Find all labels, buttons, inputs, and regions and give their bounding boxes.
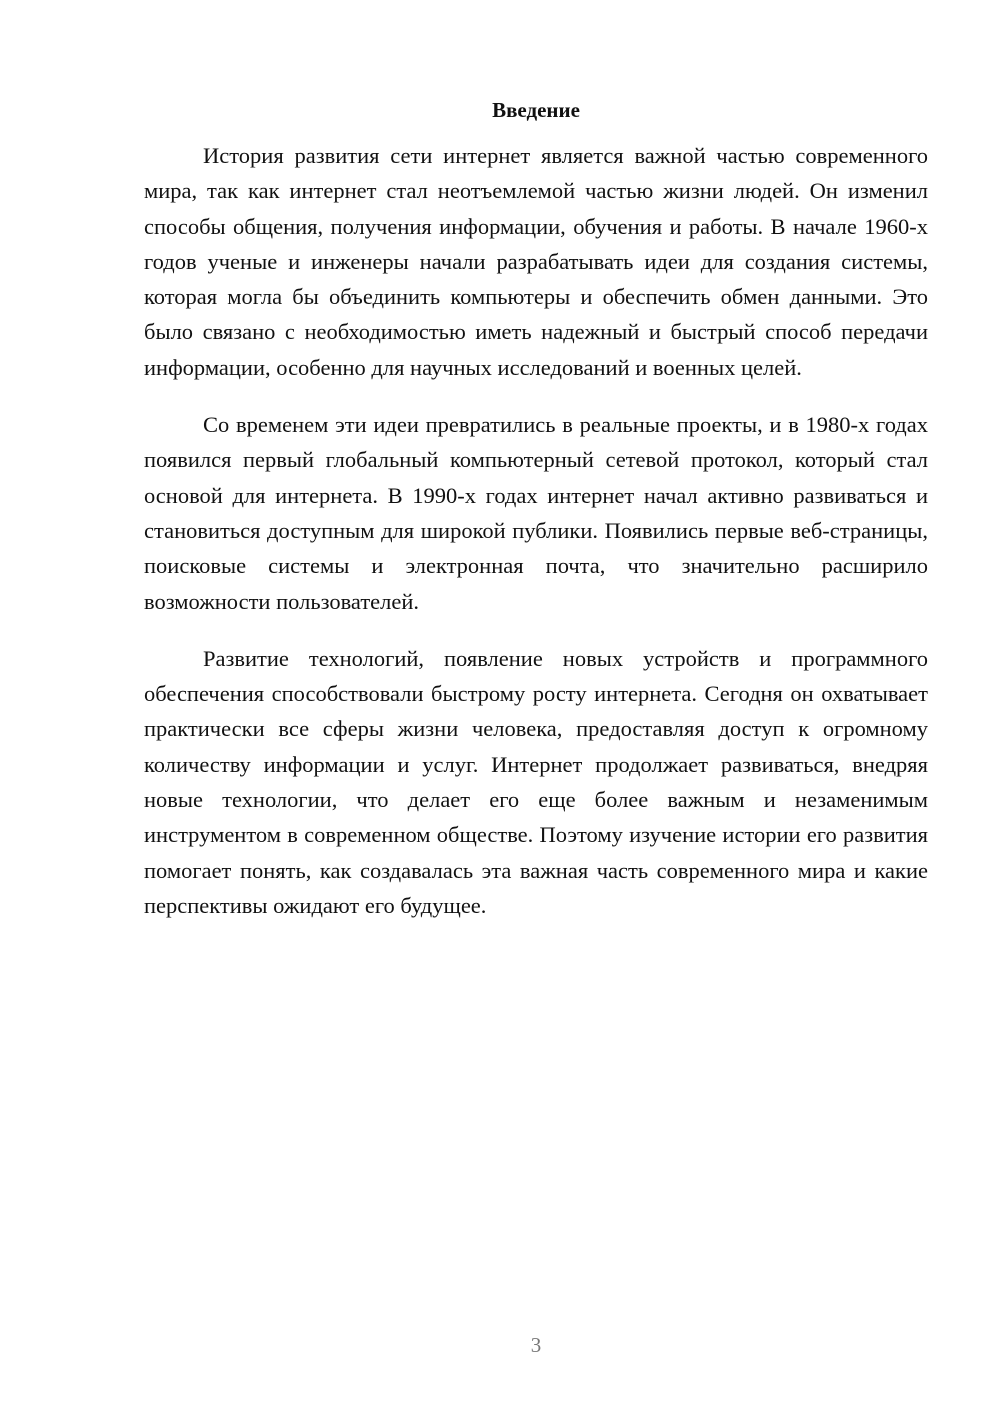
paragraph-3: Развитие технологий, появление новых устройств и программного обеспечения способствовали быстрому росту интернета. Сегодня он охватывает практически все сферы жизни человека, предоставляя доступ к огромному количеству информации и услуг. Интернет продолжает развиваться, внедряя новые технологии, что делает его еще более важным и незаменимым инструментом в современном обществе. Поэтому изучение истории его развития помогает понять, как создавалась эта важная часть современного мира и какие перспективы ожидают его будущее. <box>144 645 928 918</box>
page-number: 3 <box>530 1333 542 1357</box>
page-title: Введение <box>492 98 580 122</box>
paragraph-2: Со временем эти идеи превратились в реальные проекты, и в 1980-х годах появился первый глобальный компьютерный сетевой протокол, который стал основой для интернета. В 1990-х годах интернет начал активно развиваться и становиться доступным для широкой публики. Появились первые веб-страницы, поисковые системы и электронная почта, что значительно расширило возможности пользователей. <box>144 412 928 614</box>
paragraph-1: История развития сети интернет является важной частью современного мира, так как интернет стал неотъемлемой частью жизни людей. Он изменил способы общения, получения информации, обучения и работы. В начале 1960-х годов ученые и инженеры начали разрабатывать идеи для создания системы, которая могла бы объединить компьютеры и обеспечить обмен данными. Это было связано с необходимостью иметь надежный и быстрый способ передачи информации, особенно для научных исследований и военных целей. <box>144 143 928 380</box>
page-content <box>144 95 928 923</box>
